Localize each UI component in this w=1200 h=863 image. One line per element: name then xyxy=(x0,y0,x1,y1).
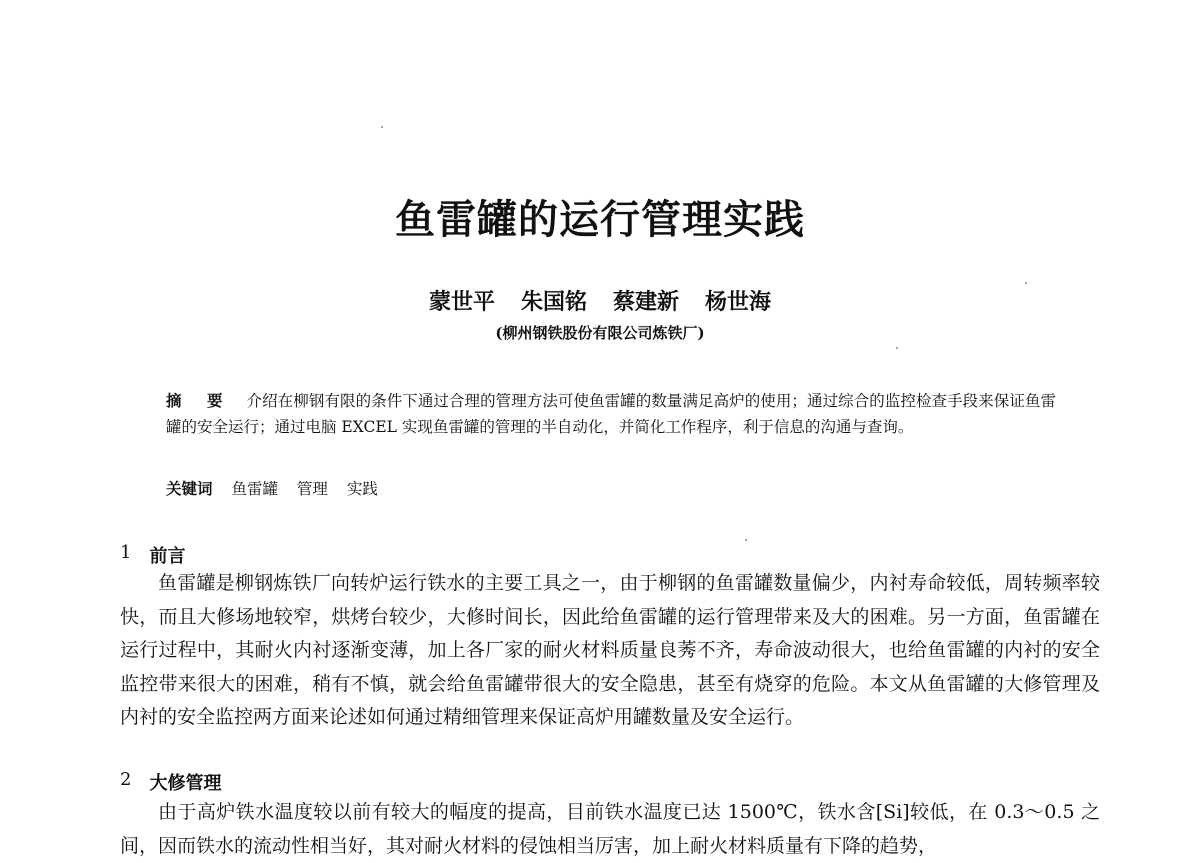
author-name: 蒙世平 xyxy=(428,289,495,315)
scan-speck xyxy=(1025,282,1027,284)
section-heading xyxy=(120,769,221,795)
author-name: 蔡建新 xyxy=(613,289,680,315)
section-paragraph: 鱼雷罐是柳钢炼铁厂向转炉运行铁水的主要工具之一，由于柳钢的鱼雷罐数量偏少，内衬寿命较低，周转频率较快，而且大修场地较窄，烘烤台较少，大修时间长，因此给鱼雷罐的运行管理带来及大的困难。另一方面，鱼雷罐在运行过程中，其耐火内衬逐渐变薄，加上各厂家的耐火材料质量良莠不齐，寿命波动很大，也给鱼雷罐的内衬的安全监控带来很大的困难，稍有不慎，就会给鱼雷罐带很大的安全隐患，甚至有烧穿的危险。本文从鱼雷罐的大修管理及内衬的安全监控两方面来论述如何通过精细管理来保证高炉用罐数量及安全运行。 xyxy=(120,572,1100,729)
abstract xyxy=(166,388,1056,440)
scan-speck xyxy=(896,347,898,349)
keywords xyxy=(166,476,1056,502)
section-title: 前言 xyxy=(149,546,186,567)
paper-title: 鱼雷罐的运行管理实践 xyxy=(395,197,805,243)
author-name: 朱国铭 xyxy=(520,289,587,315)
abstract-text: 介绍在柳钢有限的条件下通过合理的管理方法可使鱼雷罐的数量满足高炉的使用；通过综合的监控检查手段来保证鱼雷罐的安全运行；通过电脑 EXCEL 实现鱼雷罐的管理的半自动化，并简化工作程序，利于信息的沟通与查询。 xyxy=(166,392,1056,436)
section-paragraph: 由于高炉铁水温度较以前有较大的幅度的提高，目前铁水温度已达 1500℃，铁水含[Si]较低，在 0.3～0.5 之间，因而铁水的流动性相当好，其对耐火材料的侵蚀相当厉害，加上耐火材料质量有下降的趋势， xyxy=(120,801,1100,857)
keyword: 鱼雷罐 xyxy=(231,480,278,498)
section-heading xyxy=(120,542,185,568)
author-name: 杨世海 xyxy=(705,289,772,315)
author-list xyxy=(0,285,1200,316)
abstract-label: 摘 要 xyxy=(166,391,233,410)
keyword: 实践 xyxy=(346,480,378,498)
section-number: 2 xyxy=(120,769,132,790)
keywords-label: 关键词 xyxy=(166,479,213,498)
section-title: 大修管理 xyxy=(149,773,222,794)
affiliation: (柳州钢铁股份有限公司炼铁厂) xyxy=(495,324,705,342)
scan-speck xyxy=(381,126,383,128)
scan-speck xyxy=(745,539,747,541)
section-number: 1 xyxy=(120,542,132,563)
keyword: 管理 xyxy=(296,480,328,498)
